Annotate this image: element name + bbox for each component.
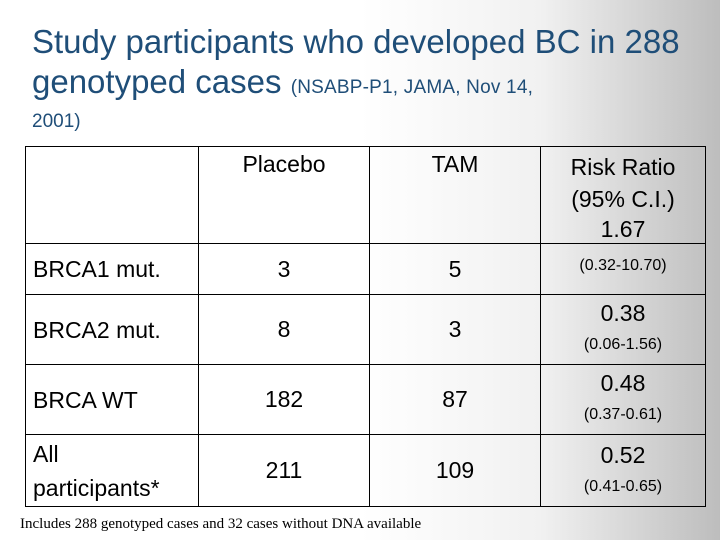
footnote: Includes 288 genotyped cases and 32 cases without DNA available <box>20 516 422 532</box>
tam-brca1: 5 <box>370 244 541 295</box>
rr-cell-brca-wt <box>541 365 706 435</box>
header-placebo <box>199 147 370 244</box>
header-tam-label: TAM <box>431 151 479 177</box>
row-label-all-line2: participants* <box>33 474 160 501</box>
rr-value-brca1: 1.67 <box>600 216 646 242</box>
table-row-brca2 <box>26 295 706 365</box>
rr-ci-brca2: (0.06-1.56) <box>583 336 663 353</box>
rr-value-brca2: 0.38 <box>600 300 646 326</box>
table-row-brca1 <box>26 244 706 295</box>
row-label-brca1: BRCA1 mut. <box>26 244 199 295</box>
header-tam <box>370 147 541 244</box>
rr-value-all: 0.52 <box>600 442 646 468</box>
row-label-brca-wt: BRCA WT <box>26 365 199 435</box>
title-source-year: 2001) <box>32 111 81 132</box>
results-table <box>25 146 706 507</box>
header-risk-ratio-line2: (95% C.I.) <box>571 186 675 212</box>
rr-cell-brca2 <box>541 295 706 365</box>
row-label-all-line1: All <box>33 440 59 467</box>
rr-cell-brca1 <box>541 244 706 295</box>
title-main: Study participants who developed BC in 288 genotyped cases <box>32 23 680 100</box>
header-placebo-label: Placebo <box>242 151 326 177</box>
slide-title <box>32 22 702 136</box>
placebo-brca2: 8 <box>199 295 370 365</box>
row-label-brca2: BRCA2 mut. <box>26 295 199 365</box>
row-label-all <box>26 435 199 507</box>
header-risk-ratio <box>541 147 706 244</box>
title-source: (NSABP-P1, JAMA, Nov 14, <box>290 77 534 98</box>
placebo-brca-wt: 182 <box>199 365 370 435</box>
rr-value-brca-wt: 0.48 <box>600 370 646 396</box>
table-row-all <box>26 435 706 507</box>
placebo-all: 211 <box>199 435 370 507</box>
header-empty-cell <box>26 147 199 244</box>
rr-cell-all <box>541 435 706 507</box>
placebo-brca1: 3 <box>199 244 370 295</box>
rr-ci-brca1: (0.32-10.70) <box>579 257 667 274</box>
rr-ci-brca-wt: (0.37-0.61) <box>583 406 663 423</box>
table-row-brca-wt <box>26 365 706 435</box>
tam-brca2: 3 <box>370 295 541 365</box>
table-header-row <box>26 147 706 244</box>
header-risk-ratio-line1: Risk Ratio <box>570 154 676 180</box>
rr-ci-all: (0.41-0.65) <box>583 478 663 495</box>
tam-all: 109 <box>370 435 541 507</box>
tam-brca-wt: 87 <box>370 365 541 435</box>
